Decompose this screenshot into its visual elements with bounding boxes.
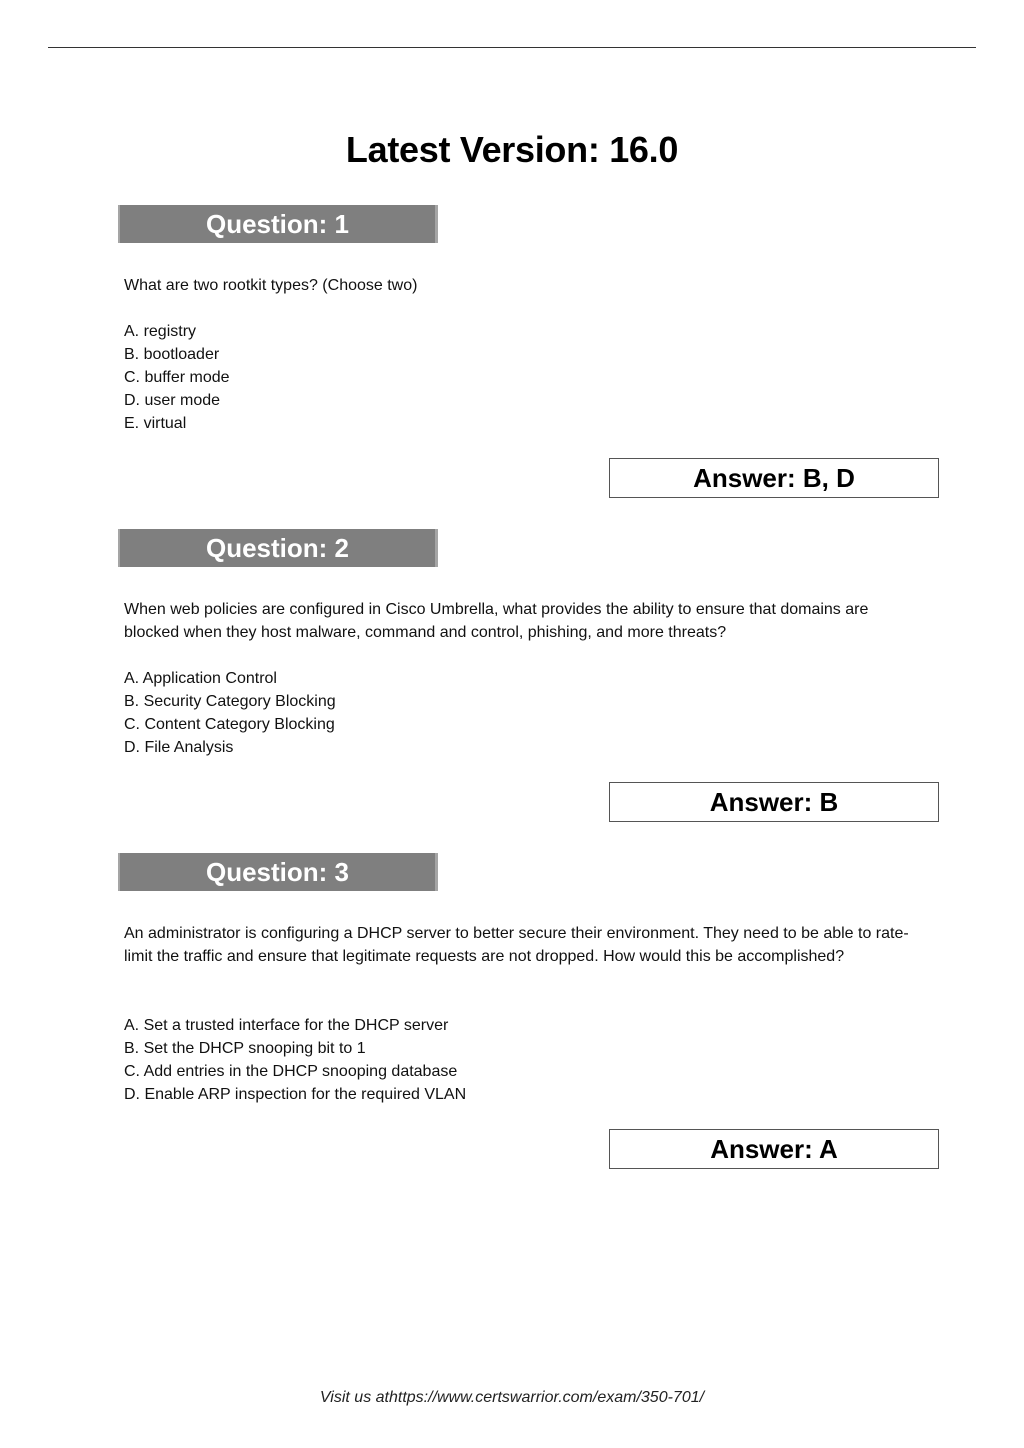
option: B. bootloader [124,346,220,363]
option: D. user mode [124,392,221,409]
question-1-options [124,320,230,435]
option: B. Set the DHCP snooping bit to 1 [124,1040,366,1057]
option: C. Content Category Blocking [124,716,335,733]
option: C. buffer mode [124,369,230,386]
page-title: Latest Version: 16.0 [345,129,679,170]
option: C. Add entries in the DHCP snooping database [124,1063,458,1080]
question-3-answer: Answer: A [609,1129,939,1169]
question-2-heading: Question: 2 [118,529,438,567]
footer-link-text: Visit us athttps://www.certswarrior.com/exam/350-701/ [319,1389,705,1406]
option: E. virtual [124,415,187,432]
question-1-text: What are two rootkit types? (Choose two) [124,277,418,294]
option: A. Set a trusted interface for the DHCP server [124,1017,449,1034]
question-3-text: An administrator is configuring a DHCP server to better secure their environment. They need to be able to rate-limit the traffic and ensure that legitimate requests are not dropped. How would this be accomplished? [124,925,909,965]
option: A. Application Control [124,670,277,687]
option: B. Security Category Blocking [124,693,336,710]
question-3-options [124,1014,466,1106]
question-2-options [124,667,336,759]
question-2-answer: Answer: B [609,782,939,822]
option: D. File Analysis [124,739,234,756]
question-3-heading: Question: 3 [118,853,438,891]
question-1-answer: Answer: B, D [609,458,939,498]
option: D. Enable ARP inspection for the required VLAN [124,1086,467,1103]
question-2-text: When web policies are configured in Cisco Umbrella, what provides the ability to ensure that domains are blocked when they host malware, command and control, phishing, and more threats? [124,601,869,641]
question-1-heading: Question: 1 [118,205,438,243]
header-rule [48,47,976,48]
option: A. registry [124,323,197,340]
